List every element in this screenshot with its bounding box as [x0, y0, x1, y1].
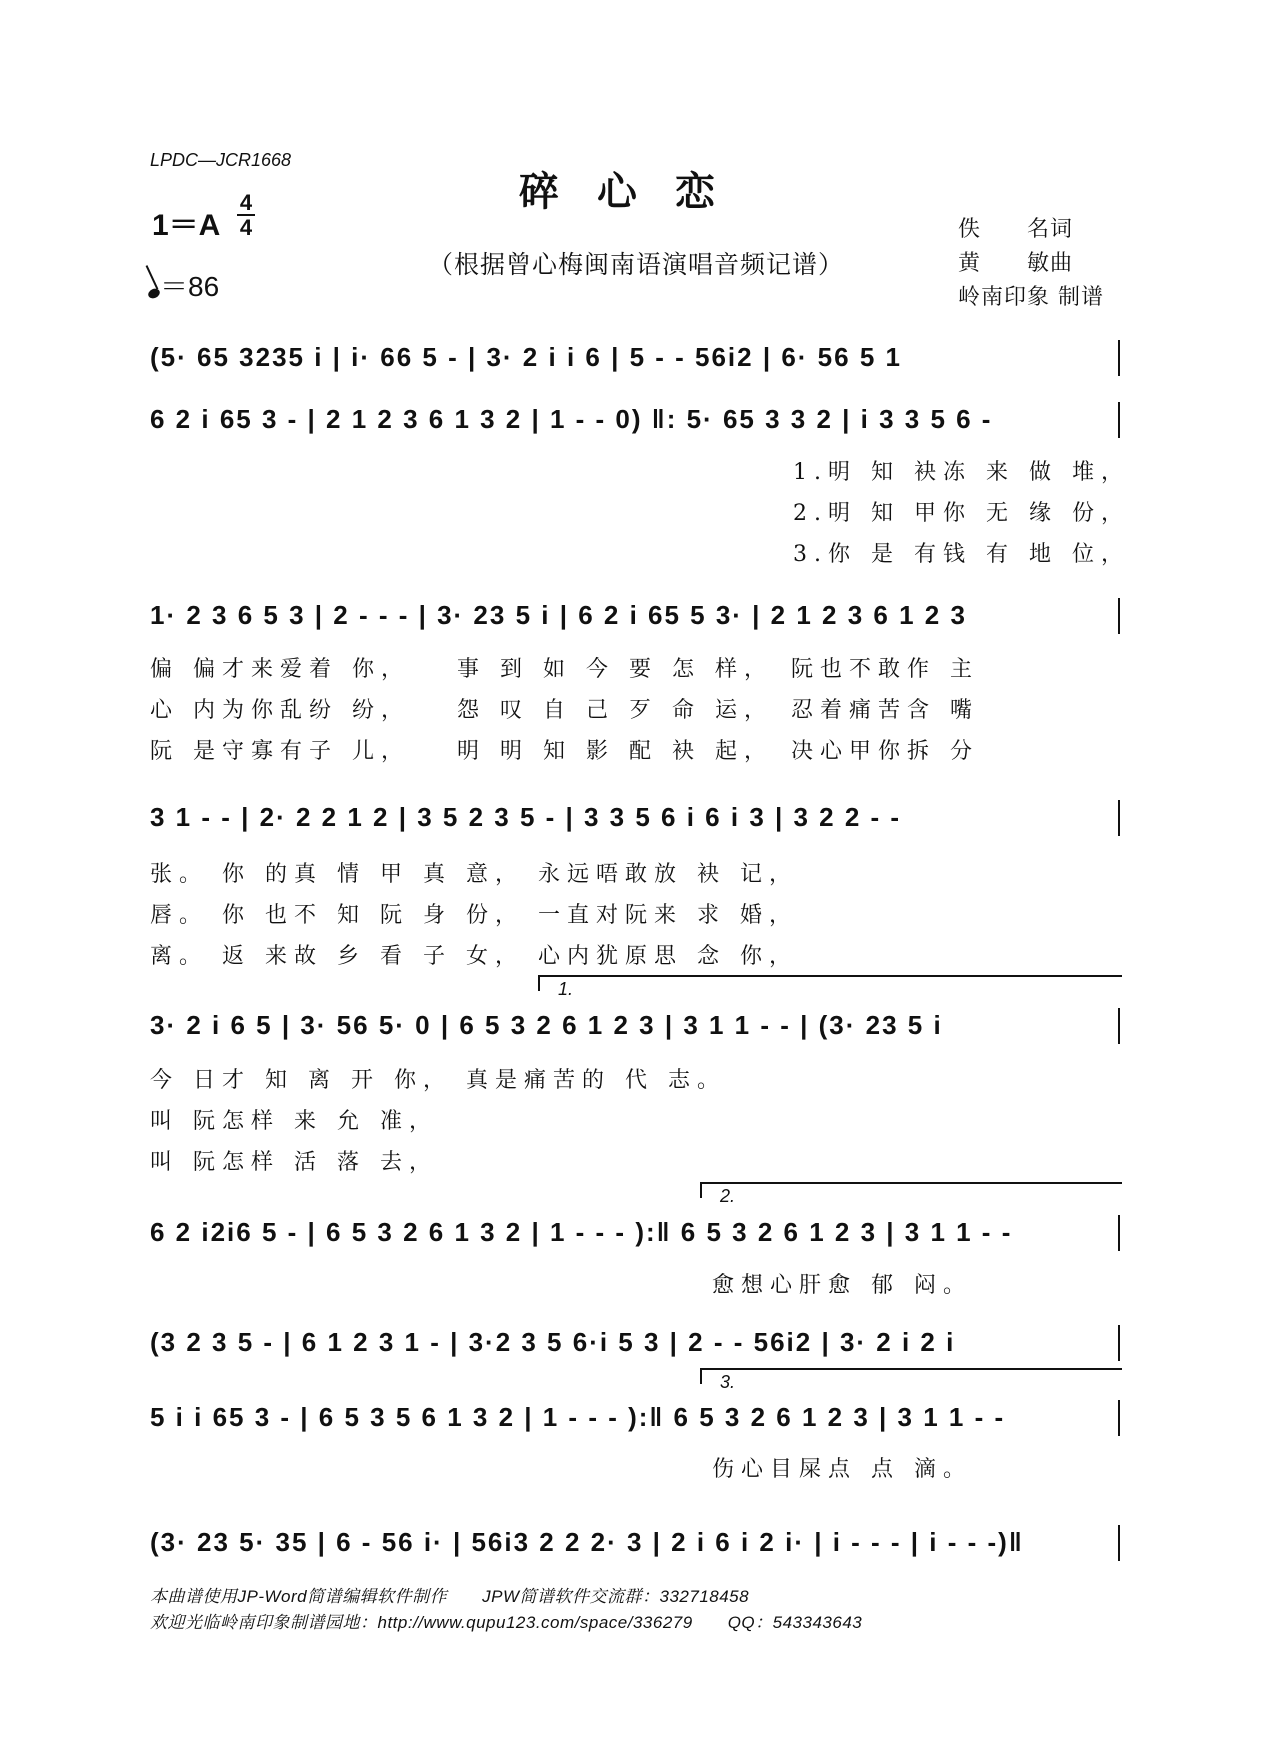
lyric-line: 唇。 你 也不 知 阮 身 份， 一直对阮来 求 婚，	[150, 903, 798, 928]
lyric-line: 愈想心肝愈 郁 闷。	[712, 1273, 972, 1298]
credit-arranger: 岭南印象 制谱	[958, 285, 1104, 310]
time-signature-bottom: 4	[239, 215, 253, 240]
score-row: 3 1 - - | 2· 2 2 1 2 | 3 5 2 3 5 - | 3 3 5 6 i 6 i 3 | 3 2 2 - -	[150, 790, 1120, 846]
time-signature	[237, 192, 255, 238]
lyric-line: 离。 返 来故 乡 看 子 女， 心内犹原思 念 你，	[150, 944, 798, 969]
score-code: LPDC—JCR1668	[150, 150, 292, 170]
volta-bracket: 2.	[700, 1182, 1122, 1198]
score-row: (3· 23 5· 35 | 6 - 56 i· | 56i3 2 2 2· 3 | 2 i 6 i 2 i· | i - - - | i - - -)‖	[150, 1515, 1120, 1571]
footer-line: 本曲谱使用JP-Word简谱编辑软件制作 JPW简谱软件交流群：332718458	[150, 1587, 750, 1606]
score-row: 3· 2 i 6 5 | 3· 56 5· 0 | 6 5 3 2 6 1 2 3 | 3 1 1 - - | (3· 23 5 i	[150, 998, 1120, 1054]
credit-composer: 黄 敏曲	[958, 251, 1074, 276]
lyric-line: 张。 你 的真 情 甲 真 意， 永远唔敢放 袂 记，	[150, 862, 798, 887]
lyric-line: 2.明 知 甲你 无 缘 份，	[793, 501, 1130, 526]
key-signature: 1＝A	[152, 209, 221, 242]
lyric-line: 伤心目屎点 点 滴。	[712, 1457, 972, 1482]
lyric-line: 1.明 知 袂冻 来 做 堆，	[793, 460, 1130, 485]
time-signature-top: 4	[239, 190, 253, 215]
lyric-line: 心 内为你乱纷 纷， 怨 叹 自 己 歹 命 运， 忍着痛苦含 嘴	[150, 698, 979, 723]
lyric-line: 叫 阮怎样 活 落 去，	[150, 1150, 438, 1175]
volta-bracket: 3.	[700, 1368, 1122, 1384]
subtitle: （根据曾心梅闽南语演唱音频记谱）	[427, 250, 844, 279]
lyric-line: 阮 是守寡有子 儿， 明 明 知 影 配 袂 起， 决心甲你拆 分	[150, 739, 979, 764]
lyric-line: 3.你 是 有钱 有 地 位，	[793, 542, 1130, 567]
score-row: 6 2 i 65 3 - | 2 1 2 3 6 1 3 2 | 1 - - 0) ‖: 5· 65 3 3 2 | i 3 3 5 6 -	[150, 392, 1120, 448]
score-row: 1· 2 3 6 5 3 | 2 - - - | 3· 23 5 i | 6 2 i 65 5 3· | 2 1 2 3 6 1 2 3	[150, 588, 1120, 644]
song-title: 碎心恋	[519, 168, 753, 215]
score-row: (3 2 3 5 - | 6 1 2 3 1 - | 3·2 3 5 6·i 5 3 | 2 - - 56i2 | 3· 2 i 2 i	[150, 1315, 1120, 1371]
score-row: (5· 65 3235 i | i· 66 5 - | 3· 2 i i 6 | 5 - - 56i2 | 6· 56 5 1	[150, 330, 1120, 386]
footer-line: 欢迎光临岭南印象制谱园地：http://www.qupu123.com/space/336279 QQ：543343643	[150, 1613, 863, 1632]
lyric-line: 偏 偏才来爱着 你， 事 到 如 今 要 怎 样， 阮也不敢作 主	[150, 657, 979, 682]
tempo-value: ＝86	[160, 271, 220, 302]
lyric-line: 叫 阮怎样 来 允 准，	[150, 1109, 438, 1134]
score-row: 5 i i 65 3 - | 6 5 3 5 6 1 3 2 | 1 - - - ):‖ 6 5 3 2 6 1 2 3 | 3 1 1 - -	[150, 1390, 1120, 1446]
volta-bracket: 1.	[538, 975, 1122, 991]
lyric-line: 今 日才 知 离 开 你， 真是痛苦的 代 志。	[150, 1068, 726, 1093]
score-row: 6 2 i2i6 5 - | 6 5 3 2 6 1 3 2 | 1 - - - ):‖ 6 5 3 2 6 1 2 3 | 3 1 1 - -	[150, 1205, 1120, 1261]
credit-lyricist: 佚 名词	[958, 217, 1074, 242]
